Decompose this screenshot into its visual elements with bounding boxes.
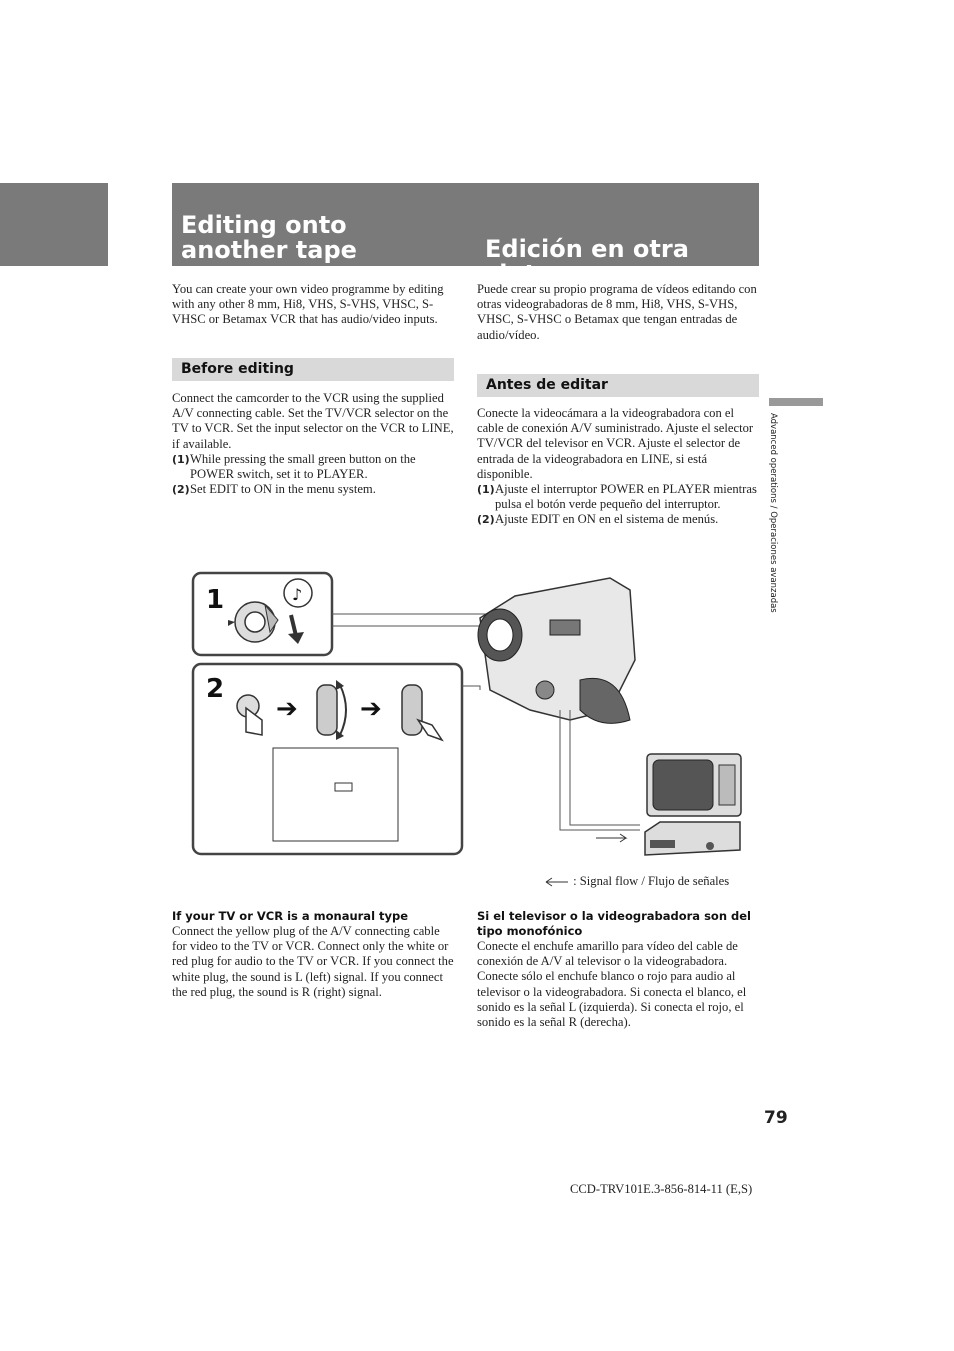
before-editing-es: Conecte la videocámara a la videograbadora con el cable de conexión A/V suministrado. Ajuste el selector TV/VCR del televisor en VCR. Ajuste el selector de entrada de la videograbadora en LINE, si está disponible. (1) Ajuste el interruptor POWER en PLAYER mientras pulsa el botón verde pequeño del interruptor. (2) Ajuste EDIT en ON en el sistema de menús. xyxy=(477,406,759,528)
monaural-note-es: Si el televisor o la videograbadora son del tipo monofónico Conecte el enchufe amarillo para vídeo del cable de conexión de A/V al televisor o la videograbadora. Conecte sólo el enchufe blanco o rojo para audio al televisor o la videograbadora. Si conecta el blanco, el sonido es la señal L (izquierda). Si conecta el rojo, el sonido es la señal R (derecha). xyxy=(477,909,759,1030)
section-tab xyxy=(0,183,108,266)
subheading-before-editing: Before editing xyxy=(172,358,454,381)
arrow-right-icon: ➔ xyxy=(276,694,298,724)
music-note-icon xyxy=(284,579,312,607)
step-2-number: 2 xyxy=(206,674,225,704)
connection-diagram xyxy=(170,560,770,860)
signal-flow-icon xyxy=(544,877,570,887)
intro-en: You can create your own video programme by editing with any other 8 mm, Hi8, VHS, S-VHS, VHSC, S-VHSC or Betamax VCR that has audio/video inputs. xyxy=(172,282,444,327)
footer-model-code: CCD-TRV101E.3-856-814-11 (E,S) xyxy=(570,1182,753,1196)
step-2-en: (2) Set EDIT to ON in the menu system. xyxy=(172,482,376,497)
step-1-panel xyxy=(193,573,332,655)
step-1-en: (1) While pressing the small green button on the POWER switch, set it to PLAYER. xyxy=(172,451,416,482)
signal-legend: : Signal flow / Flujo de señales xyxy=(544,874,729,889)
step-1-number: 1 xyxy=(206,585,225,615)
step-2-es: (2) Ajuste EDIT en ON en el sistema de menús. xyxy=(477,512,719,527)
svg-text:♪: ♪ xyxy=(292,585,303,604)
page-title-es: Edición en otra cinta xyxy=(485,235,689,288)
step-2-panel xyxy=(193,664,462,854)
monaural-heading-en: If your TV or VCR is a monaural type xyxy=(172,909,409,923)
title-banner xyxy=(172,183,759,288)
tv-illustration xyxy=(647,754,741,816)
monaural-note-en: If your TV or VCR is a monaural type Connect the yellow plug of the A/V connecting cable for video to the TV or VCR. Connect only the white or red plug for audio to the TV or VCR. If you connect the white plug, the sound is L (left) signal. If you connect the red plug, the sound is R (right) signal. xyxy=(172,909,457,1000)
subheading-antes-de-editar: Antes de editar xyxy=(477,374,759,397)
step-1-es: (1) Ajuste el interruptor POWER en PLAYER mientras pulsa el botón verde pequeño del interruptor. xyxy=(477,482,757,512)
page-title-en: Editing onto another tape xyxy=(181,211,357,264)
camcorder-illustration xyxy=(478,578,635,723)
page-number: 79 xyxy=(764,1108,788,1128)
menu-screen xyxy=(273,748,398,841)
sidebar-section-label: Advanced operations / Operaciones avanzadas xyxy=(768,413,778,613)
before-editing-en: Connect the camcorder to the VCR using the supplied A/V connecting cable. Set the TV/VCR selector on the TV to VCR. Set the input selector on the VCR to LINE, if available. (1) While pressing the small green button on the POWER switch, set it to PLAYER. (2) Set EDIT to ON in the menu system. xyxy=(172,391,454,497)
vcr-illustration xyxy=(645,822,740,855)
arrow-right-icon-2: ➔ xyxy=(360,694,382,724)
sidebar-marker xyxy=(769,398,823,406)
signal-flow-arrow xyxy=(596,834,626,842)
intro-es: Puede crear su propio programa de vídeos editando con otras videograbadoras de 8 mm, Hi8, VHS, S-VHS, VHSC, S-VHSC o Betamax que tengan entradas de audio/vídeo. xyxy=(477,282,757,342)
monaural-heading-es: Si el televisor o la videograbadora son del tipo monofónico xyxy=(477,909,751,938)
